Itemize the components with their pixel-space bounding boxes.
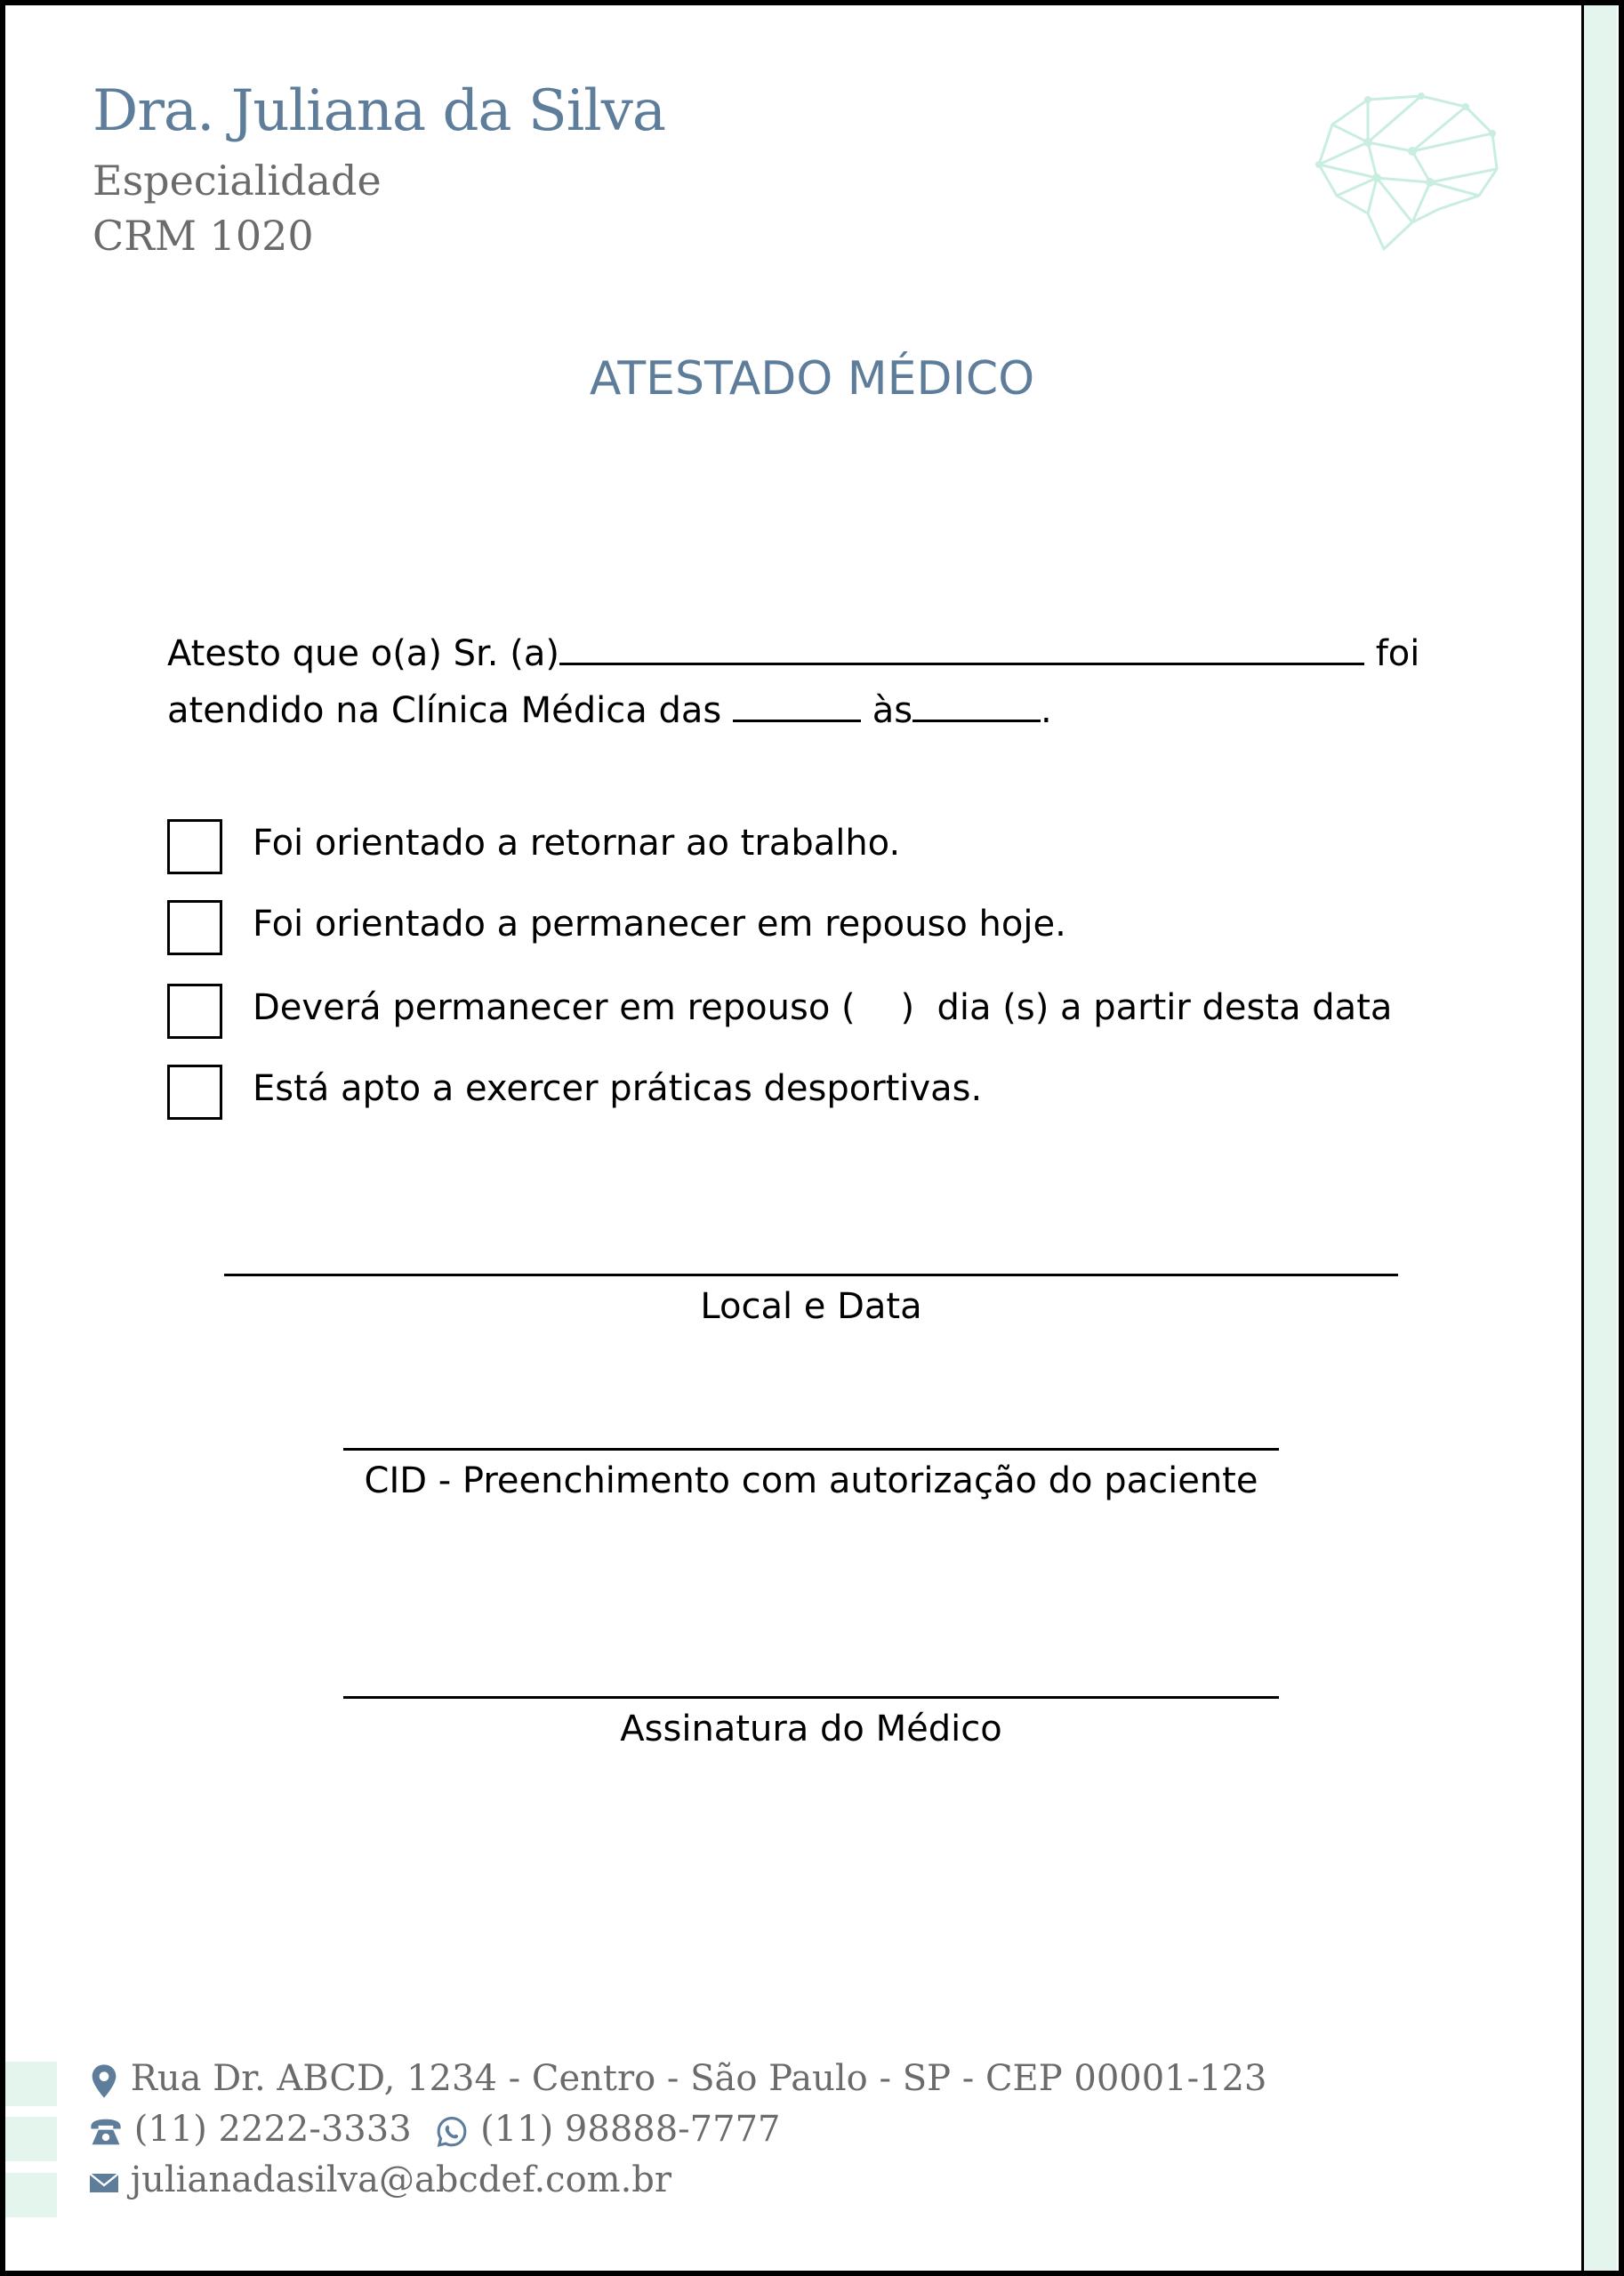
option-label: Está apto a exercer práticas desportivas. [253, 1068, 983, 1109]
footer-email [89, 2159, 671, 2200]
cid-label: CID - Preenchimento com autorização do paciente [364, 1460, 1258, 1501]
document-title: ATESTADO MÉDICO [589, 352, 1035, 406]
option-checkbox[interactable] [167, 900, 222, 955]
patient-name-blank[interactable] [559, 662, 1364, 665]
doctor-name: Dra. Juliana da Silva [92, 78, 665, 144]
envelope-icon [89, 2171, 119, 2194]
option-checkbox[interactable] [167, 1065, 222, 1120]
doctor-specialty: Especialidade [92, 157, 382, 205]
option-label: Foi orientado a permanecer em repouso hoje. [253, 904, 1066, 945]
attestation-text-as: às [872, 690, 913, 731]
option-checkbox[interactable] [167, 819, 222, 874]
option-label: Foi orientado a retornar ao trabalho. [253, 823, 901, 864]
signature-label: Assinatura do Médico [620, 1709, 1002, 1749]
footer-decor-square [5, 2117, 57, 2161]
brain-logo-icon [1314, 89, 1503, 258]
phone-text: (11) 2222-3333 [133, 2109, 412, 2150]
attestation-text-start: Atesto que o(a) Sr. (a) [167, 633, 559, 674]
time-from-blank[interactable] [733, 719, 861, 722]
signature-line[interactable] [343, 1696, 1279, 1699]
whatsapp-text: (11) 98888-7777 [480, 2109, 781, 2150]
email-text: julianadasilva@abcdef.com.br [130, 2159, 672, 2200]
address-text: Rua Dr. ABCD, 1234 - Centro - São Paulo - SP - CEP 00001-123 [130, 2058, 1267, 2099]
footer-address [89, 2058, 1267, 2099]
time-to-blank[interactable] [912, 719, 1041, 722]
local-date-line[interactable] [224, 1274, 1398, 1276]
footer-phones [89, 2109, 780, 2150]
cid-line[interactable] [343, 1448, 1279, 1451]
attestation-text-foi: foi [1375, 633, 1420, 674]
decorative-stripe [1581, 5, 1617, 2271]
attestation-text-period: . [1041, 690, 1052, 731]
attestation-line-2 [167, 690, 1052, 731]
option-checkbox[interactable] [167, 984, 222, 1039]
footer-decor-square [5, 2062, 57, 2106]
phone-icon [89, 2117, 123, 2147]
option-label: Deverá permanecer em repouso ( ) dia (s) a partir desta data [253, 987, 1393, 1028]
attestation-text-clinic: atendido na Clínica Médica das [167, 690, 722, 731]
footer-decor-square [5, 2173, 57, 2217]
attestation-line-1 [167, 633, 1419, 674]
whatsapp-icon [435, 2115, 469, 2149]
location-pin-icon [89, 2063, 119, 2099]
doctor-crm: CRM 1020 [92, 212, 314, 260]
local-date-label: Local e Data [700, 1286, 922, 1327]
